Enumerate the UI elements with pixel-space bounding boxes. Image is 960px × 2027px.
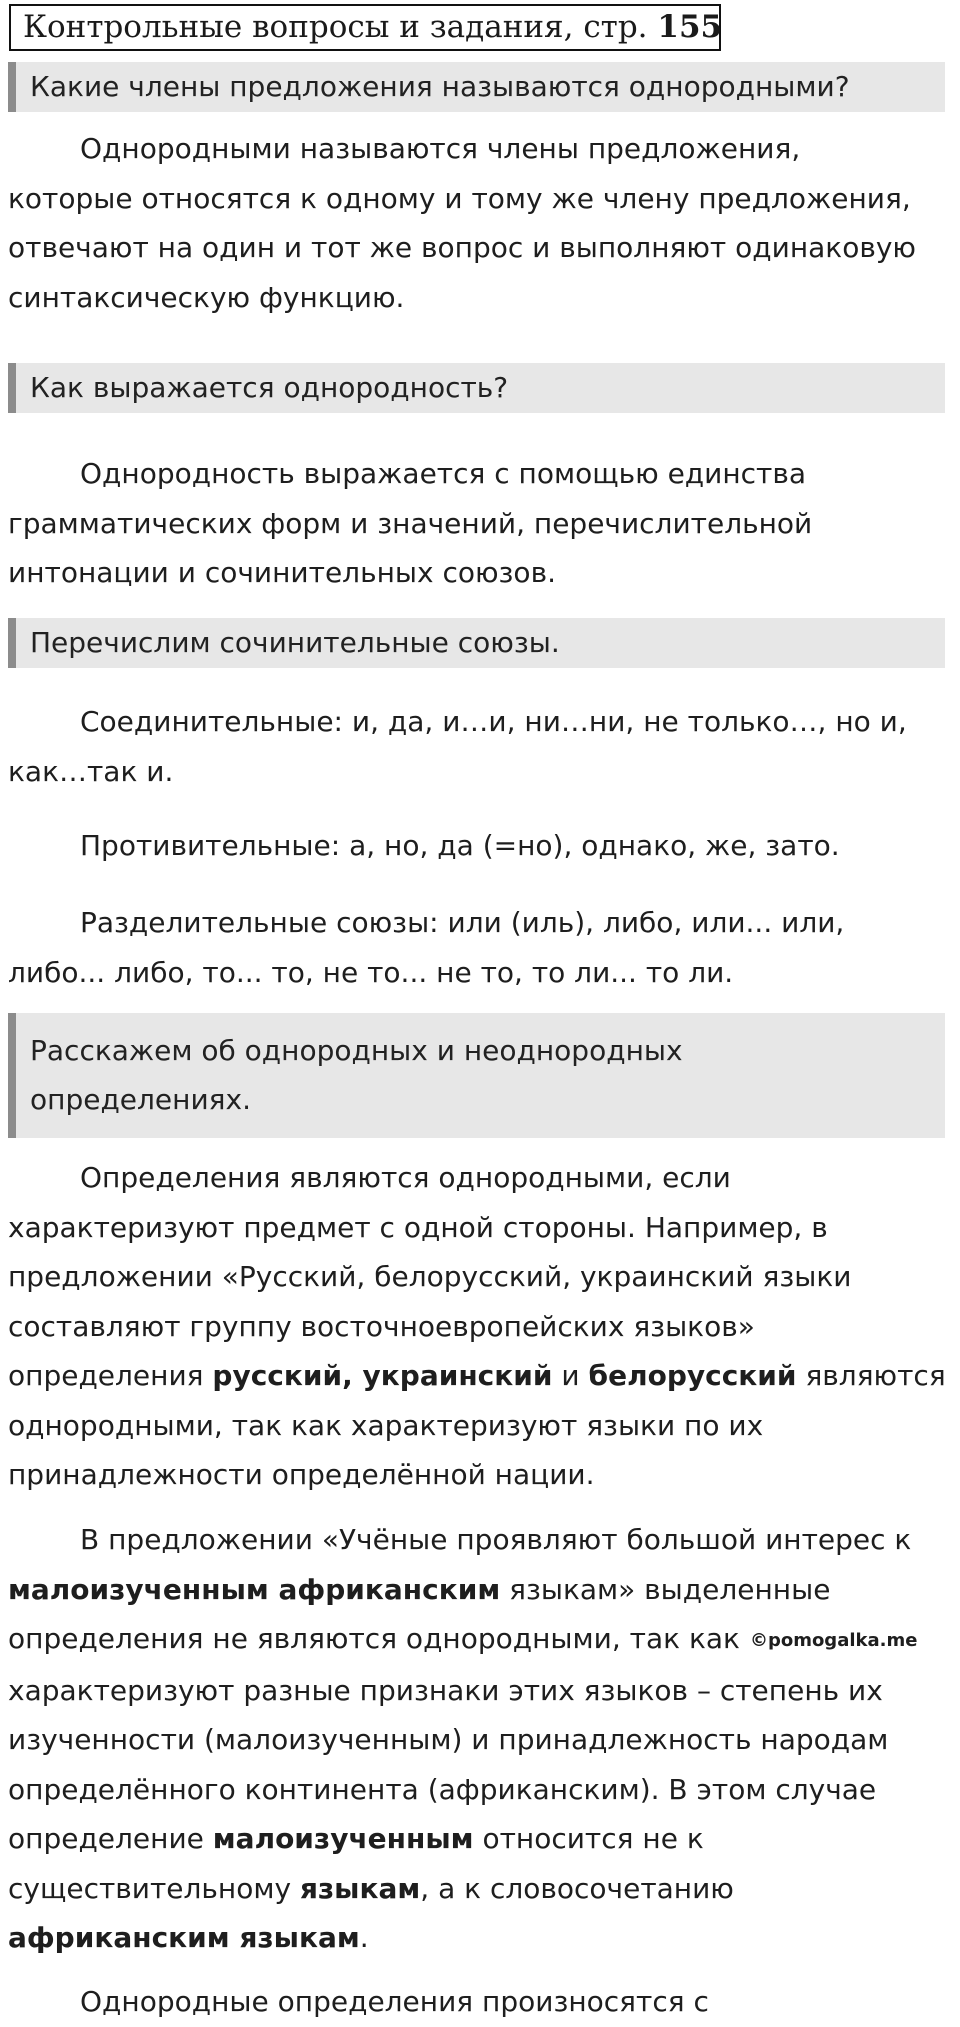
answer-text: и <box>552 1359 589 1392</box>
watermark: ©pomogalka.me <box>749 1630 918 1651</box>
answer-2 <box>8 449 953 598</box>
answer-line <box>8 1565 953 1615</box>
answer-text: . <box>359 1921 369 1954</box>
answer-line: предложении «Русский, белорусский, украинский языки <box>8 1260 852 1293</box>
question-3-text: Перечислим сочинительные союзы. <box>30 626 560 659</box>
answer-text: относится не к <box>473 1822 704 1855</box>
answer-4-paragraph-1 <box>8 1153 953 1500</box>
answer-line <box>8 1864 953 1914</box>
answer-text: , а к словосочетанию <box>420 1871 734 1905</box>
answer-text: существительному <box>8 1871 300 1905</box>
answer-line: Противительные: а, но, да (=но), однако, же, зато. <box>80 829 840 862</box>
emphasis: языкам <box>299 1871 421 1905</box>
answer-line: однородными, так как характеризуют языки по их <box>8 1408 764 1442</box>
answer-line: Однородные определения произносятся с <box>80 1985 709 2018</box>
answer-line <box>8 1614 953 1666</box>
answer-4-paragraph-3 <box>8 1977 953 2027</box>
emphasis: белорусский <box>588 1359 797 1392</box>
answer-3-disjunctive <box>8 898 953 997</box>
answer-3-adversative <box>8 821 953 871</box>
emphasis: малоизученным африканским <box>8 1572 501 1606</box>
question-4 <box>8 1013 945 1138</box>
answer-line: которые относятся к одному и тому же члену предложения, <box>8 181 911 215</box>
page-title <box>9 4 721 51</box>
answer-line: либо... либо, то... то, не то... не то, то ли... то ли. <box>8 955 734 989</box>
answer-line: характеризуют разные признаки этих языков – степень их <box>8 1673 883 1707</box>
emphasis: африканским языкам <box>8 1921 360 1954</box>
answer-line: В предложении «Учёные проявляют большой интерес к <box>80 1523 912 1556</box>
answer-line: отвечают на один и тот же вопрос и выполняют одинаковую <box>8 231 916 264</box>
question-4-line: Расскажем об однородных и неоднородных <box>30 1034 683 1067</box>
answer-line: Однородными называются члены предложения, <box>80 132 801 165</box>
answer-line: Соединительные: и, да, и…и, ни…ни, не только…, но и, <box>80 705 907 738</box>
answer-text: определения <box>8 1359 213 1392</box>
answer-line: характеризуют предмет с одной стороны. Например, в <box>8 1210 828 1244</box>
answer-3-conjunctive <box>8 697 953 796</box>
answer-line: синтаксическую функцию. <box>8 280 405 314</box>
answer-line: Определения являются однородными, если <box>80 1161 731 1194</box>
answer-text: определение <box>8 1822 213 1855</box>
question-3 <box>8 618 945 668</box>
answer-line: Однородность выражается с помощью единства <box>80 457 807 490</box>
answer-line: грамматических форм и значений, перечислительной <box>8 506 813 540</box>
page-number: 155 <box>657 9 723 45</box>
answer-line: определённого континента (африканским). В этом случае <box>8 1772 877 1806</box>
answer-line: интонации и сочинительных союзов. <box>8 556 556 589</box>
answer-line: Разделительные союзы: или (иль), либо, или... или, <box>80 906 845 939</box>
answer-line: изученности (малоизученным) и принадлежность народам <box>8 1723 889 1756</box>
answer-4-paragraph-2 <box>8 1515 953 1963</box>
answer-text: являются <box>796 1359 946 1392</box>
answer-line <box>8 1351 953 1401</box>
answer-text: языкам» выделенные <box>500 1572 831 1606</box>
answer-line <box>8 1814 953 1864</box>
answer-text: определения не являются однородными, так как <box>8 1622 740 1655</box>
answer-line <box>8 1913 953 1963</box>
answer-line: как…так и. <box>8 754 174 788</box>
answer-1 <box>8 124 953 322</box>
question-2-text: Как выражается однородность? <box>30 371 509 404</box>
question-2 <box>8 363 945 413</box>
emphasis: малоизученным <box>212 1822 474 1855</box>
question-1 <box>8 62 945 112</box>
answer-line: составляют группу восточноевропейских языков» <box>8 1309 755 1343</box>
question-4-line: определениях. <box>30 1083 251 1116</box>
answer-line: принадлежности определённой нации. <box>8 1458 595 1491</box>
title-text: Контрольные вопросы и задания, стр. <box>23 9 648 45</box>
question-1-text: Какие члены предложения называются однородными? <box>30 70 850 103</box>
emphasis: русский, украинский <box>212 1359 553 1392</box>
